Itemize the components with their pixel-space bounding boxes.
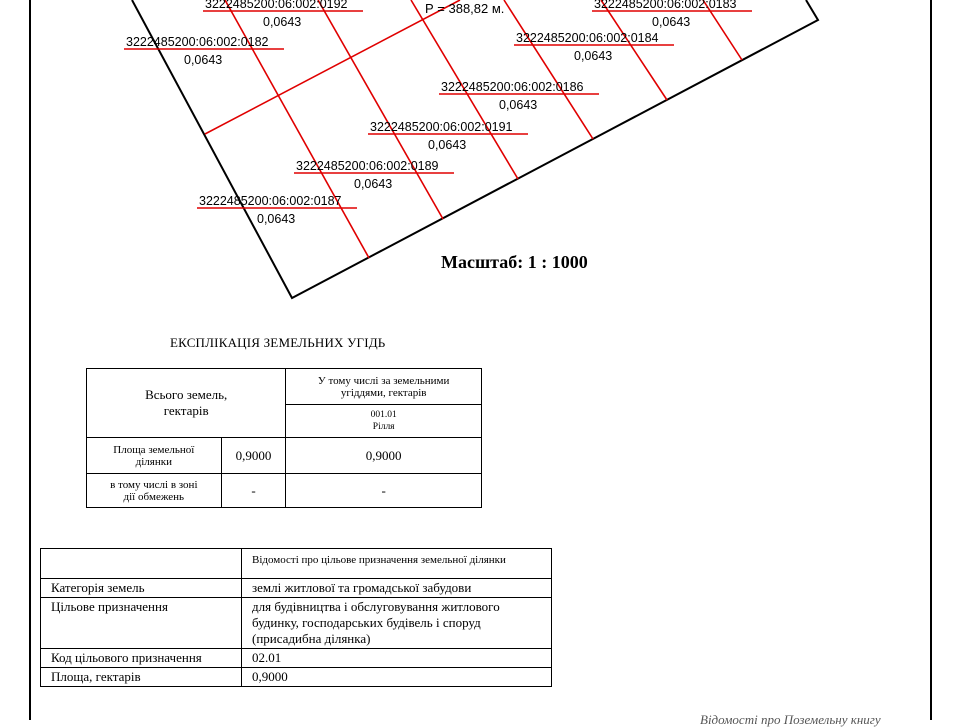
parcel-label [294, 159, 454, 191]
parcel-area: 0,0643 [499, 98, 538, 112]
explication-title: ЕКСПЛІКАЦІЯ ЗЕМЕЛЬНИХ УГІДЬ [170, 335, 386, 350]
purpose-row-value: 02.01 [242, 649, 552, 668]
parcel-area: 0,0643 [574, 49, 613, 63]
plan-division-horizontal [205, 0, 460, 134]
plan-scale-label: Масштаб: 1 : 1000 [441, 252, 588, 272]
parcel-area: 0,0643 [354, 177, 393, 191]
footer-partial-text: Відомості про Поземельну книгу [700, 712, 881, 727]
explication-row-total: 0,9000 [221, 438, 286, 474]
parcel-labels [124, 0, 752, 226]
purpose-header-empty [41, 549, 242, 579]
explication-row-total: - [221, 474, 286, 508]
parcel-cadastral-number: 3222485200:06:002:0187 [199, 194, 342, 208]
land-code: 001.01 [370, 410, 397, 420]
purpose-row [41, 579, 552, 598]
explication-table [86, 368, 482, 508]
purpose-row-value: для будівництва і обслуговування житлового будинку, господарських будівель і споруд (присадибна ділянка) [242, 598, 552, 649]
parcel-label [514, 31, 674, 63]
purpose-row-value: 0,9000 [242, 668, 552, 687]
parcel-area: 0,0643 [184, 53, 223, 67]
land-name: Рілля [372, 422, 395, 432]
explication-land-type [286, 405, 482, 438]
parcel-cadastral-number: 3222485200:06:002:0183 [594, 0, 737, 11]
parcel-label [203, 0, 363, 29]
explication-total-header: Всього земель, гектарів [87, 369, 286, 438]
purpose-row-label: Цільове призначення [41, 598, 242, 649]
purpose-row-value: землі житлової та громадської забудови [242, 579, 552, 598]
parcel-cadastral-number: 3222485200:06:002:0189 [296, 159, 439, 173]
perimeter-label: Р = 388,82 м. [425, 1, 505, 16]
parcel-area: 0,0643 [263, 15, 302, 29]
purpose-row-label: Площа, гектарів [41, 668, 242, 687]
explication-row-value: - [286, 474, 482, 508]
explication-row [87, 438, 482, 474]
parcel-cadastral-number: 3222485200:06:002:0182 [126, 35, 269, 49]
parcel-cadastral-number: 3222485200:06:002:0184 [516, 31, 659, 45]
purpose-table [40, 548, 552, 687]
parcel-cadastral-number: 3222485200:06:002:0191 [370, 120, 513, 134]
parcel-cadastral-number: 3222485200:06:002:0186 [441, 80, 584, 94]
purpose-row-label: Код цільового призначення [41, 649, 242, 668]
explication-row [87, 474, 482, 508]
explication-row-value: 0,9000 [286, 438, 482, 474]
purpose-header: Відомості про цільове призначення земельної ділянки [242, 549, 552, 579]
purpose-row-label: Категорія земель [41, 579, 242, 598]
parcel-label [368, 120, 528, 152]
purpose-row [41, 649, 552, 668]
parcel-area: 0,0643 [652, 15, 691, 29]
parcel-area: 0,0643 [257, 212, 296, 226]
parcel-label [439, 80, 599, 112]
parcel-label [592, 0, 752, 29]
purpose-row [41, 668, 552, 687]
explication-including-header: У тому числі за земельними угіддями, гектарів [286, 369, 482, 405]
explication-row-label: Площа земельної ділянки [87, 438, 222, 474]
parcel-area: 0,0643 [428, 138, 467, 152]
parcel-label [197, 194, 357, 226]
parcel-cadastral-number: 3222485200:06:002:0192 [205, 0, 348, 11]
explication-row-label: в тому числі в зоні дії обмежень [87, 474, 222, 508]
plan-division-line-4 [504, 0, 593, 139]
purpose-row [41, 598, 552, 649]
